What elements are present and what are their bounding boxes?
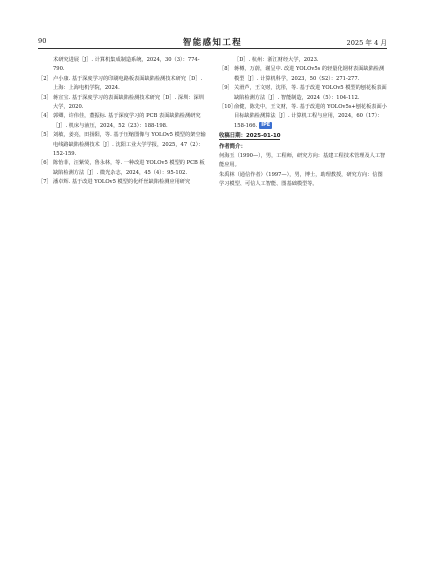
reference-number: ［4］ [38,113,52,120]
journal-title: 智能感知工程 [182,37,243,47]
issue-date: 2025 年 4 月 [346,39,387,47]
left-column [38,56,206,188]
reference-text: 俞健，陈先中，王文财，等. 基于改进的 YOLOv5s+刨花板表面小目标缺陷检测算法［J］. 计算机工程与应用，2024，60（17）：158-166. [234,104,387,129]
reference-item [219,84,387,103]
ipe-badge-icon[interactable]: IPE [261,121,271,128]
reference-item [38,112,206,131]
header-rule [38,48,387,49]
reference-item [38,131,206,159]
received-date-line [219,132,387,142]
reference-number: ［9］ [219,85,233,92]
reference-item [38,178,206,187]
reference-text: 潘卓辉. 基于改进 YOLOv5 模型的化纤丝缺陷检测应用研究 [53,179,191,186]
reference-continuation: 术研究进展［J］. 计算机集成制造系统，2024，30（3）：774-790. [53,57,200,73]
author-bio: 何海玉（1990—），男，工程师，研究方向：基建工程技术管理及人工智能应用。 [219,153,386,169]
reference-number: ［5］ [38,132,52,139]
page-number: 90 [38,37,47,45]
reference-item [38,75,206,94]
reference-text: 刘敏，姜亮，田扬阳，等. 基于压缩图像与 YOLOv5 模型的架空输电线路缺陷检测技术［J］. 沈阳工业大学学报，2025，47（2）：152-159. [53,132,206,158]
received-label: 收稿日期： [219,133,246,140]
reference-number: ［10］ [219,104,236,111]
author-bio: 朱禹林（通信作者）（1997—），男，博士，助理教授，研究方向：信图学习模型、可信人工智能、图基础模型等。 [219,171,383,188]
reference-text: 陈怡菲，汪紫荧，鲁永林，等. 一种改进 YOLOv5 模型的 PCB 板缺陷检测方法［J］. 微光杂志，2024，45（4）：95-102. [53,160,205,176]
reference-number: ［3］ [38,94,52,101]
reference-number: ［8］ [219,66,233,73]
reference-number: ［2］ [38,75,52,82]
reference-number: ［6］ [38,160,52,167]
reference-text: 郭卿，许伟佳，董振标. 基于深度学习的 PCB 表面缺陷检测研究［J］. 机床与液压，2024，52（23）：188-198. [53,113,201,129]
reference-continuation: ［D］. 杭州：浙江财经大学，2023. [234,57,319,63]
reference-text: 卢小康. 基于深度学习的印刷电路板表面缺陷检测技术研究［D］. 上海：上海电机学院，2024. [53,75,203,92]
reference-text: 关滑芦，王文财，沈彤，等. 基于改进 YOLOv5 模型的刨花板表面缺陷检测方法［J］. 智能制造，2024（5）：104-112. [234,85,387,101]
reference-item [38,159,206,178]
author-profile-heading: 作者简介： [219,143,246,150]
reference-item [219,65,387,84]
received-date: 2025-01-10 [245,133,281,140]
reference-item [38,94,206,113]
right-column [219,56,387,190]
reference-number: ［7］ [38,179,52,186]
reference-item [219,103,387,131]
reference-text: 蒋宣宝. 基于深度学习的表面缺陷检测技术研究［D］. 深圳：深圳大学，2020. [53,94,204,111]
reference-text: 蒋樽，万蔚，谢呈中. 改进 YOLOv5s 的轻量化钢材表面缺陷检测模型［J］. 计算机科学，2023，50（S2）：271-277. [234,66,385,82]
